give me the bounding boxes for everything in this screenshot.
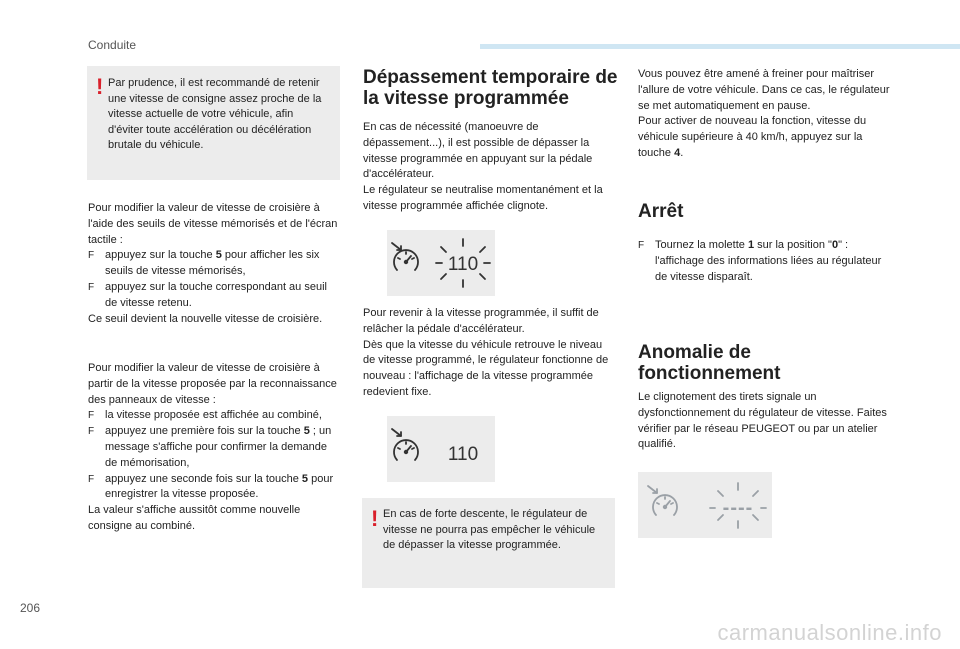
programmed-speed: 110 (447, 444, 479, 465)
cruise-control-fixed-illustration (387, 416, 495, 482)
key-ref: 4 (674, 146, 681, 159)
bullet-item: F appuyez une seconde fois sur la touche 5 pour enregistrer la vitesse proposée. (88, 472, 334, 501)
col1-para2 (88, 361, 340, 535)
section-label: Conduite (88, 38, 137, 52)
warning-icon: ! (371, 506, 379, 531)
speedometer-icon (392, 429, 418, 460)
key-ref: 1 (747, 239, 755, 251)
page-number: 206 (20, 601, 41, 615)
watermark: carmanualsonline.info (717, 620, 942, 645)
col3-arret (638, 238, 890, 285)
col3-anomalie: Le clignotement des tirets signale un dysfonctionnement du régulateur de vitesse. Faites vérifier par le réseau PEUGEOT ou par un atelier qualifié. (638, 391, 887, 451)
para-outro: Ce seuil devient la nouvelle vitesse de croisière. (88, 312, 323, 325)
figure-speed-blinking (387, 230, 495, 296)
key-ref: 5 (215, 249, 222, 262)
bullet-item: F appuyez sur la touche 5 pour afficher les six seuils de vitesse mémorisés, (88, 249, 320, 278)
figure-speed-fixed (387, 416, 495, 482)
malfunction-dashes: ---- (722, 497, 754, 519)
warning-text: En cas de forte descente, le régulateur de vitesse ne pourra pas empêcher le véhicule de dépasser la vitesse programmée. (383, 508, 596, 551)
section-title-anomalie: Anomalie de fonctionnement (638, 342, 781, 384)
warning-icon: ! (96, 74, 104, 99)
para-intro: Pour modifier la valeur de vitesse de croisière à l'aide des seuils de vitesse mémorisés et de l'écran tactile : (88, 202, 338, 246)
cruise-control-blinking-illustration (387, 230, 495, 296)
bullet-marker: F (88, 426, 95, 438)
key-ref: 0 (831, 239, 839, 251)
header-bar (480, 44, 960, 49)
section-title-arret: Arrêt (638, 201, 684, 222)
para-intro: Pour modifier la valeur de vitesse de croisière à partir de la vitesse proposée par la reconnaissance des panneaux de vitesse : (88, 362, 337, 406)
col1-para1 (88, 201, 340, 327)
bullet-item: F appuyez une première fois sur la touche 5 ; un message s'affiche pour confirmer la demande de mémorisation, (88, 425, 332, 469)
speedometer-icon (648, 486, 677, 515)
section-title-depassement: Dépassement temporaire de la vitesse programmée (363, 67, 618, 109)
cruise-control-malfunction-illustration (638, 472, 772, 538)
para-outro: La valeur s'affiche aussitôt comme nouvelle consigne au combiné. (88, 504, 301, 532)
warning-text: Par prudence, il est recommandé de retenir une vitesse de consigne assez proche de la vitesse actuelle de votre véhicule, afin d'éviter toute accélération ou décélération brutale du véhicule. (108, 77, 322, 151)
figure-malfunction (638, 472, 772, 538)
speedometer-icon (392, 243, 418, 270)
bullet-marker: F (88, 250, 95, 262)
bullet-marker: F (638, 240, 645, 251)
bullet-marker: F (88, 281, 95, 293)
key-ref: 5 (301, 472, 309, 485)
bullet-marker: F (88, 473, 95, 485)
bullet-marker: F (88, 410, 95, 422)
warning-box-descente (362, 498, 615, 588)
key-ref: 5 (303, 425, 310, 438)
bullet-item: F appuyez sur la touche correspondant au seuil de vitesse retenu. (88, 280, 327, 309)
bullet-item: F la vitesse proposée est affichée au combiné, (88, 408, 340, 424)
col2-para2: Pour revenir à la vitesse programmée, il suffit de relâcher la pédale d'accélérateur. Dès que la vitesse du véhicule retrouve le niveau de vitesse programmé, le régulateur fonctionne de nouveau : l'affichage de la vitesse programmée redevient fixe. (363, 307, 609, 398)
programmed-speed: 110 (447, 254, 479, 275)
bullet-item: F Tournez la molette 1 sur la position "0" : l'affichage des informations liées au régulateur de vitesse disparaît. (638, 239, 882, 283)
col3-para1: Vous pouvez être amené à freiner pour maîtriser l'allure de votre véhicule. Dans ce cas, le régulateur se met automatiquement en pause. Pour activer de nouveau la fonction, vitesse du véhicule supérieure à 40 km/h, appuyez sur la touche 4. (638, 68, 890, 159)
warning-box-prudence (87, 66, 340, 180)
col2-para1: En cas de nécessité (manoeuvre de dépassement...), il est possible de dépasser la vitesse programmée en appuyant sur la pédale d'accélérateur. Le régulateur se neutralise momentanément et la vitesse programmée affichée clignote. (363, 121, 603, 212)
